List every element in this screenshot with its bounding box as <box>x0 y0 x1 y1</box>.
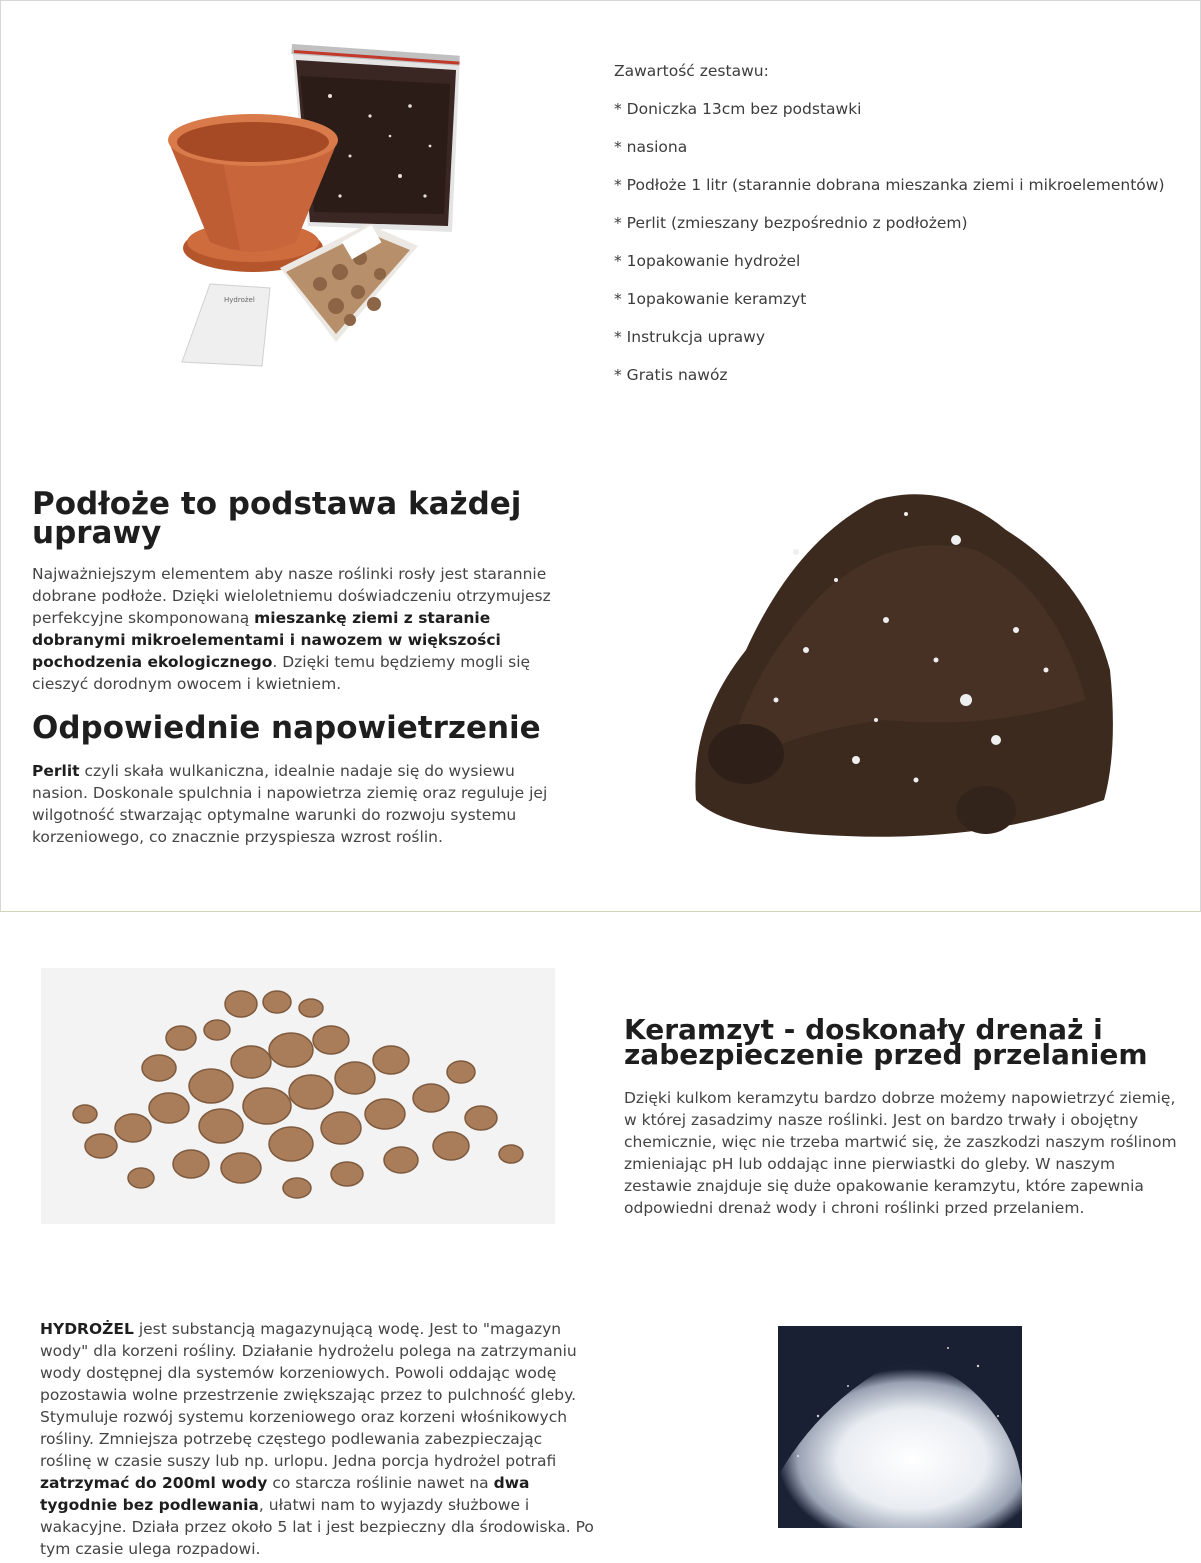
kit-item: * 1opakowanie keramzyt <box>614 290 807 308</box>
kit-item: * 1opakowanie hydrożel <box>614 252 801 270</box>
hydrozel-sachet <box>182 284 270 366</box>
aeration-heading: Odpowiednie napowietrzenie <box>32 710 541 746</box>
keramzyt-text: Dzięki kulkom keramzytu bardzo dobrze możemy napowietrzyć ziemię, w której zasadzimy nasze roślinki. Jest on bardzo trwały i obojętny chemicznie, więc nie trzeba martwić się, że zaszkodzi naszym roślinom zmieniając pH lub oddając inne pierwiastki do gleby. W naszym zestawie znajduje się duże opakowanie keramzytu, które zapewnia odpowiedni drenaż wody i chroni roślinki przed przelaniem. <box>624 1089 1177 1217</box>
substrate-text: Najważniejszym elementem aby nasze roślinki rosły jest starannie dobrane podłoże. Dzięki wieloletniemu doświadczeniu otrzymujesz perfekcyjne skomponowaną mieszankę ziemi z staranie dobranymi mikroelementami i nawozem w większości pochodzenia ekologicznego. Dzięki temu będziemy mogli się cieszyć dorodnym owocem i kwietniem. <box>32 565 551 693</box>
substrate-heading: Podłoże to podstawa każdej uprawy <box>32 486 522 551</box>
terracotta-pot <box>168 114 338 272</box>
kit-item: * Doniczka 13cm bez podstawki <box>614 100 862 118</box>
kit-item: * nasiona <box>614 138 688 156</box>
kit-item: * Gratis nawóz <box>614 366 728 384</box>
hydrozel-photo <box>778 1326 1022 1528</box>
keramzyt-heading: Keramzyt - doskonały drenaż i zabezpieczenie przed przelaniem <box>624 1013 1148 1071</box>
hydrozel-text: HYDROŻEL jest substancją magazynującą wodę. Jest to "magazyn wody" dla korzeni rośliny. Działanie hydrożelu polega na zatrzymaniu wody dostępnej dla systemów korzeniowych. Powoli oddając wodę pozostawia wolne przestrzenie zwiększając przez to pulchność gleby. Stymuluje rozwój systemu korzeniowego oraz korzeni włośnikowych rośliny. Zmniejsza potrzebę częstego podlewania zabezpieczając roślinę w czasie suszy lub np. urlopu. Jedna porcja hydrożel potrafi zatrzymać do 200ml wody co starcza roślinie nawet na dwa tygodnie bez podlewania, ułatwi nam to wyjazdy służbowe i wakacyjne. Działa przez około 5 lat i jest bezpieczny dla środowiska. Po tym czasie ulega rozpadowi. <box>40 1320 594 1558</box>
hydrozel-label: Hydrożel <box>224 296 255 304</box>
kit-item: * Perlit (zmieszany bezpośrednio z podłożem) <box>614 214 968 232</box>
kit-contents <box>614 52 1184 394</box>
kit-title: Zawartość zestawu: <box>614 62 769 80</box>
kit-photo <box>160 36 470 368</box>
kit-item: * Podłoże 1 litr (starannie dobrana mieszanka ziemi i mikroelementów) <box>614 176 1165 194</box>
kit-item: * Instrukcja uprawy <box>614 328 766 346</box>
soil-photo <box>686 470 1118 846</box>
keramzyt-photo <box>41 968 555 1224</box>
aeration-text: Perlit czyli skała wulkaniczna, idealnie nadaje się do wysiewu nasion. Doskonale spulchnia i napowietrza ziemię oraz reguluje jej wilgotność stwarzając optymalne warunki do rozwoju systemu korzeniowego, co znacznie przyspiesza wzrost roślin. <box>32 762 548 846</box>
